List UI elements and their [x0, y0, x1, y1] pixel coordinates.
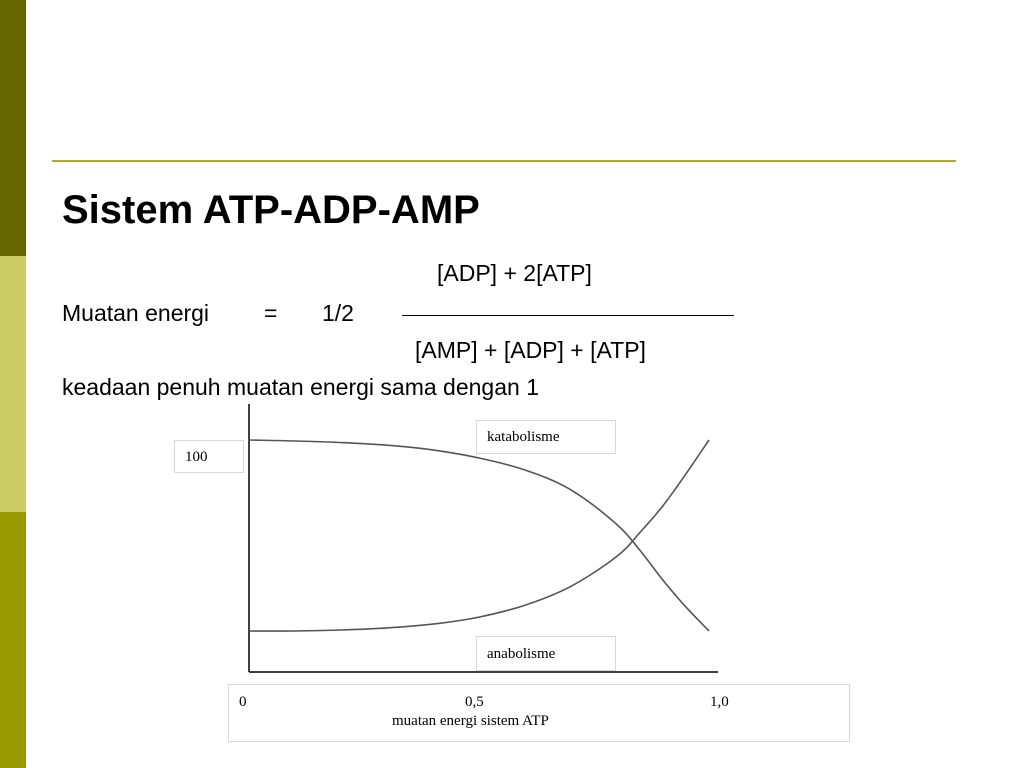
x-tick-label-0-5: 0,5: [465, 694, 484, 710]
x-axis-box: [228, 684, 850, 742]
x-tick-label-0: 0: [239, 694, 247, 710]
chart-curves: [249, 440, 709, 631]
legend-label-anabolisme: anabolisme: [487, 646, 556, 662]
formula-lhs-label: Muatan energi: [62, 300, 210, 326]
legend-box-katabolisme: [476, 420, 616, 454]
formula-denominator: [AMP] + [ADP] + [ATP]: [415, 337, 646, 363]
formula-equals: =: [264, 300, 278, 326]
legend-box-anabolisme: [476, 636, 616, 671]
curve-anabolisme: [249, 440, 709, 631]
x-tick-label-1-0: 1,0: [710, 694, 729, 710]
formula-numerator: [ADP] + 2[ATP]: [437, 260, 592, 286]
energy-note: keadaan penuh muatan energi sama dengan 1: [62, 374, 539, 400]
y-tick-box: [174, 440, 244, 473]
curve-katabolisme: [249, 440, 709, 631]
slide-title: Sistem ATP-ADP-AMP: [62, 188, 480, 232]
y-tick-label-100: 100: [185, 449, 208, 465]
x-axis-label: muatan energi sistem ATP: [392, 713, 549, 729]
legend-label-katabolisme: katabolisme: [487, 429, 560, 445]
formula-coefficient: 1/2: [322, 300, 354, 326]
